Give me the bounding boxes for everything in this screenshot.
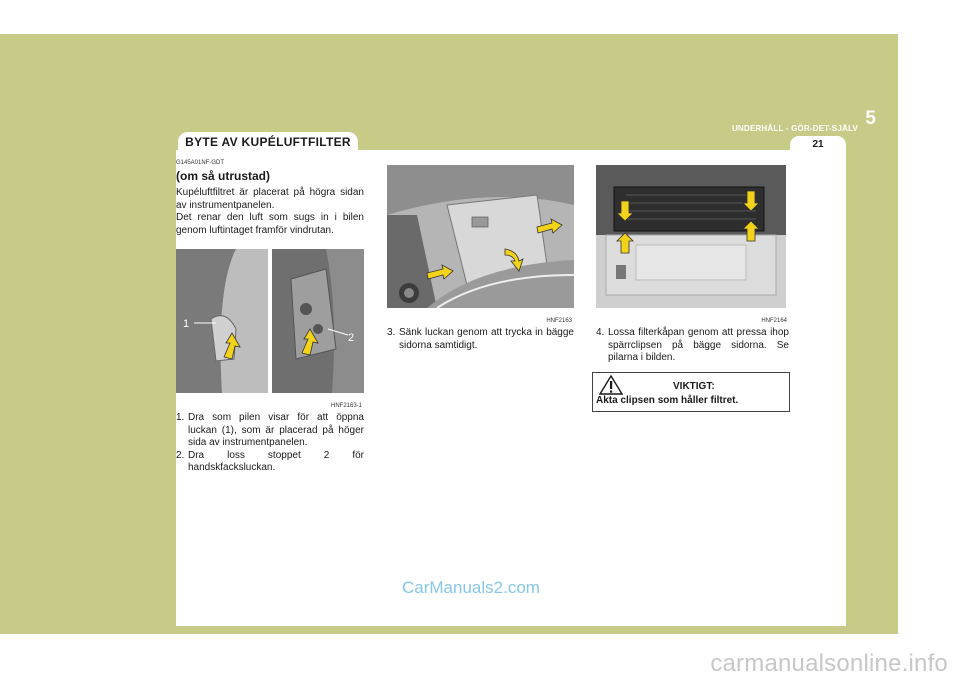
column-1 [176, 160, 364, 475]
step-number: 4. [596, 327, 605, 338]
steps-list [596, 327, 789, 365]
figure-1 [176, 249, 364, 409]
warning-title: VIKTIGT: [673, 381, 715, 392]
step-text: Dra loss stoppet 2 för handskfacksluckan. [188, 449, 364, 473]
intro-text: Kupéluftfiltret är placerat på högra sidan av instrumentpanelen. [176, 187, 364, 211]
steps-list [176, 412, 364, 475]
callout-2: 2 [348, 332, 355, 344]
list-item [387, 327, 574, 352]
watermark-top[interactable]: CarManuals2.com [402, 578, 540, 597]
step-number: 2. [176, 449, 185, 461]
warning-icon [599, 375, 623, 395]
filter-cover-illustration [596, 165, 786, 308]
glovebox-illustration [387, 165, 574, 308]
callout-1: 1 [183, 318, 190, 330]
figure-2 [387, 165, 574, 324]
section-title: BYTE AV KUPÉLUFTFILTER [178, 132, 358, 152]
column-3 [596, 165, 789, 365]
step-number: 3. [387, 327, 396, 338]
step-text: Lossa filterkåpan genom att pressa ihop spärrclipsen på bägge sidorna. Se pilarna i bilden. [608, 327, 789, 363]
figure-3 [596, 165, 789, 324]
figure-code: HNF2164 [761, 318, 787, 324]
chapter-number: 5 [865, 108, 876, 129]
step-text: Sänk luckan genom att trycka in bägge sidorna samtidigt. [399, 327, 574, 351]
list-item [176, 412, 364, 450]
steps-list [387, 327, 574, 352]
watermark-bottom[interactable]: carmanualsonline.info [710, 650, 948, 677]
document-code: G145A01NF-GDT [176, 160, 225, 166]
page-number: 21 [790, 136, 846, 154]
figure-code: HNF2163-1 [330, 403, 362, 409]
column-2 [387, 165, 574, 352]
warning-text: Akta clipsen som håller filtret. [596, 395, 739, 406]
intro-text-2: Det renar den luft som sugs in i bilen genom luftintaget framför vindrutan. [176, 212, 364, 236]
list-item [596, 327, 789, 365]
step-number: 1. [176, 412, 185, 423]
list-item [176, 450, 364, 475]
chapter-title: UNDERHÅLL - GÖR-DET-SJÄLV [731, 124, 858, 133]
step-text: Dra som pilen visar för att öppna luckan (1), som är placerad på höger sida av instrumentpanelen. [188, 412, 364, 448]
dashboard-side-illustration [176, 249, 364, 393]
subheading: (om så utrustad) [176, 169, 271, 183]
figure-code: HNF2163 [546, 318, 572, 324]
warning-box [592, 372, 790, 412]
